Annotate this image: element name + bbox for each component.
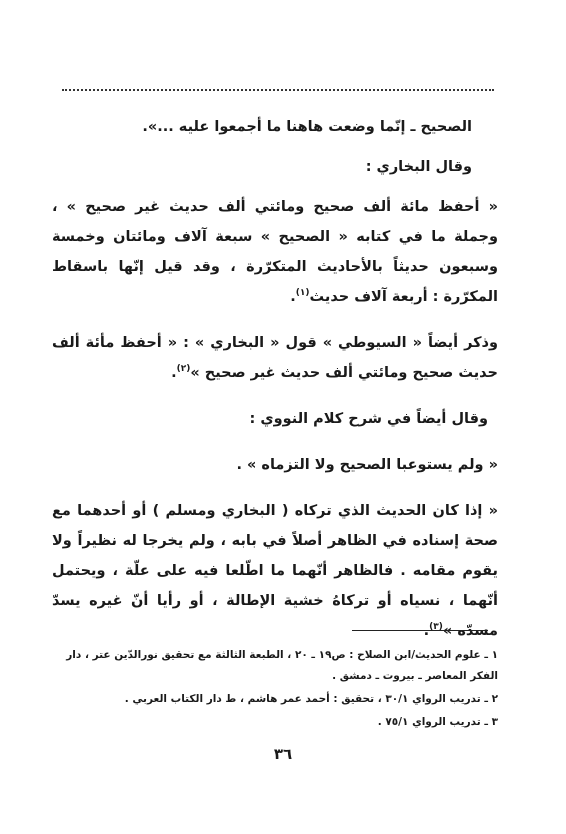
paragraph-nawawi-intro: وقال أيضاً في شرح كلام النووي : — [249, 411, 488, 427]
footnote-separator — [352, 630, 488, 631]
hadith-text: « إذا كان الحديث الذي تركاه ( البخاري ومسلم ) أو أحدهما مع صحة إسناده في الظاهر أصلاً في بابه ، ولم يخرجا له نظيراً ولا يقوم مقامه . فالظاهر أنّهما ما اطّلعا فيه على علّة ، ويحتمل أنّهما ، نسياه أو تركاهُ خشية الإطالة ، أو رأيا أنّ غيره يسدّ مسدّه » — [52, 503, 498, 639]
suyuti-text: وذكر أيضاً « السيوطي » قول « البخاري » : « أحفظ مأئة ألف حديث صحيح ومائتي ألف حديث غير صحيح » — [52, 335, 498, 381]
paragraph-continuation: الصحيح ـ إنّما وضعت هاهنا ما أجمعوا عليه ...». — [142, 119, 472, 135]
footnote-ref-2: (٢) — [176, 364, 191, 375]
footnote-3: ٣ ـ تدريب الرواي ٧٥/١ . — [377, 716, 498, 728]
footnote-2: ٢ ـ تدريب الرواي ٣٠/١ ، تحقيق : أحمد عمر هاشم ، ط دار الكتاب العربي . — [124, 693, 498, 705]
paragraph-bukhari-quote — [52, 192, 498, 312]
footnote-ref-1: (١) — [295, 288, 310, 299]
page-number: ٣٦ — [273, 745, 293, 763]
paragraph-nawawi-quote: « ولم يستوعبا الصحيح ولا التزماه » . — [236, 457, 498, 473]
footnote-1: ١ ـ علوم الحديث/ابن الصلاح : ص١٩ ـ ٢٠ ، الطبعة الثالثة مع تحقيق نورالدّين عتر ، دار الفكر المعاصر ـ بيروت ـ دمشق . — [66, 649, 498, 682]
footnotes — [52, 645, 498, 733]
quote-text: « أحفظ مائة ألف صحيح ومائتي ألف حديث غير صحيح » ، وجملة ما في كتابه « الصحيح » سبعة آلاف ومائتان وخمسة وسبعون حديثاً بالأحاديث المتكرّرة ، وقد قيل إنّها باسقاط المكرّرة : أربعة آلاف حديث — [52, 199, 498, 305]
period: . — [290, 289, 296, 305]
main-text — [52, 112, 498, 646]
paragraph-hadith-quote — [52, 496, 498, 646]
paragraph-suyuti — [52, 328, 498, 388]
period: . — [171, 365, 177, 381]
dotted-separator — [62, 89, 494, 91]
period: . — [423, 623, 430, 639]
paragraph-bukhari-intro: وقال البخاري : — [365, 159, 472, 175]
footnote-ref-3: (٣) — [429, 622, 443, 633]
